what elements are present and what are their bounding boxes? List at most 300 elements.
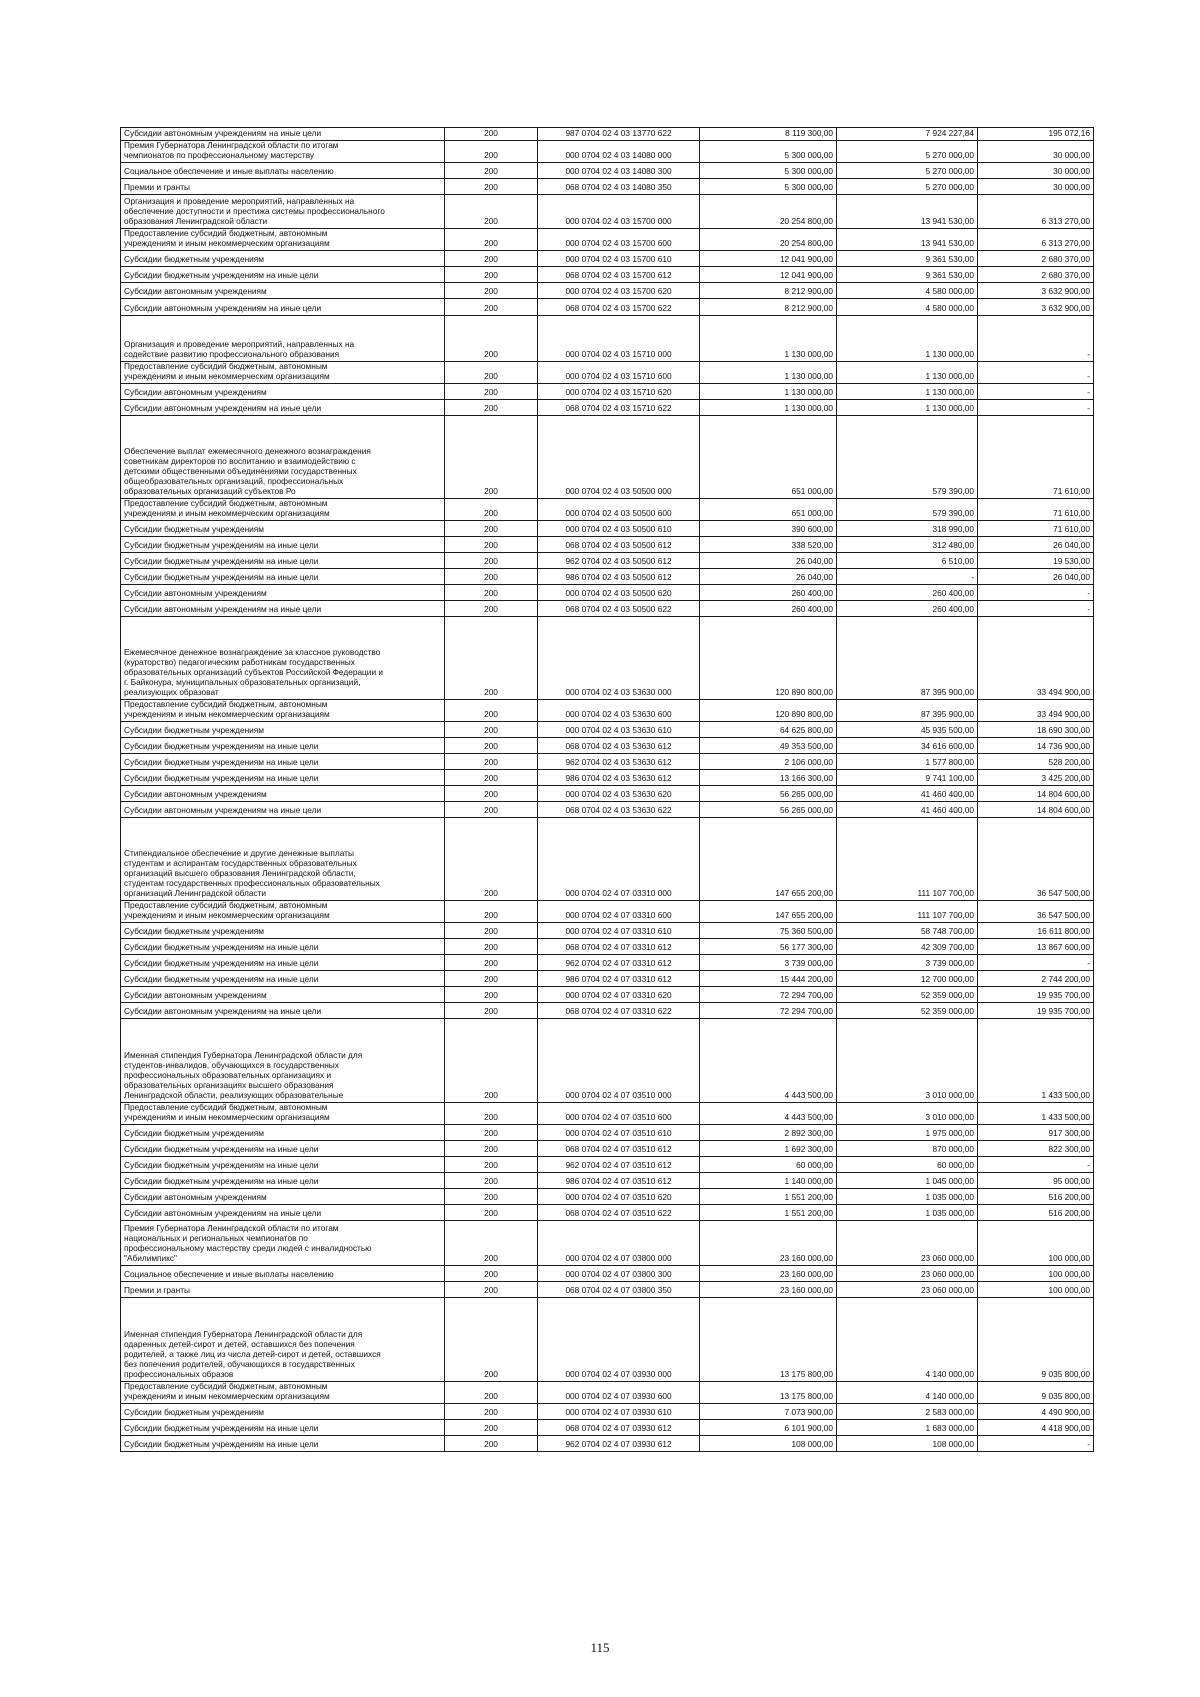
row-approved-amount: 3 739 000,00	[700, 955, 837, 971]
row-status-code: 200	[445, 195, 538, 229]
row-remaining-amount: 516 200,00	[978, 1205, 1094, 1221]
row-approved-amount: 147 655 200,00	[700, 818, 837, 901]
row-executed-amount: 41 460 400,00	[837, 786, 978, 802]
row-executed-amount: 4 580 000,00	[837, 299, 978, 316]
row-classification-code: 000 0704 02 4 07 03800 000	[538, 1221, 700, 1266]
row-status-code: 200	[445, 770, 538, 786]
row-executed-amount: 3 739 000,00	[837, 955, 978, 971]
table-row	[121, 1282, 1094, 1298]
row-executed-amount: 1 045 000,00	[837, 1173, 978, 1189]
row-name: Субсидии бюджетным учреждениям на иные цели	[121, 537, 445, 553]
row-remaining-amount: 3 632 900,00	[978, 283, 1094, 299]
row-approved-amount: 4 443 500,00	[700, 1019, 837, 1103]
row-status-code: 200	[445, 1103, 538, 1125]
row-classification-code: 000 0704 02 4 03 50500 600	[538, 499, 700, 521]
page-number: 115	[590, 1640, 610, 1655]
row-status-code: 200	[445, 553, 538, 569]
row-remaining-amount: -	[978, 955, 1094, 971]
row-executed-amount: 45 935 500,00	[837, 722, 978, 738]
row-name: Предоставление субсидий бюджетным, автономным учреждениям и иным некоммерческим организациям	[121, 499, 445, 521]
row-approved-amount: 147 655 200,00	[700, 901, 837, 923]
row-status-code: 200	[445, 400, 538, 416]
table-row	[121, 141, 1094, 163]
table-row	[121, 987, 1094, 1003]
row-executed-amount: 4 140 000,00	[837, 1382, 978, 1404]
row-approved-amount: 56 265 000,00	[700, 786, 837, 802]
row-status-code: 200	[445, 299, 538, 316]
row-classification-code: 000 0704 02 4 07 03510 000	[538, 1019, 700, 1103]
row-status-code: 200	[445, 754, 538, 770]
row-classification-code: 000 0704 02 4 07 03310 000	[538, 818, 700, 901]
row-remaining-amount: -	[978, 316, 1094, 362]
table-row	[121, 700, 1094, 722]
row-status-code: 200	[445, 1266, 538, 1282]
row-name: Субсидии автономным учреждениям на иные цели	[121, 299, 445, 316]
row-remaining-amount: -	[978, 362, 1094, 384]
row-name: Субсидии бюджетным учреждениям	[121, 1125, 445, 1141]
row-executed-amount: 52 359 000,00	[837, 1003, 978, 1019]
table-row	[121, 585, 1094, 601]
row-executed-amount: 3 010 000,00	[837, 1103, 978, 1125]
row-remaining-amount: 13 867 600,00	[978, 939, 1094, 955]
table-row	[121, 400, 1094, 416]
row-remaining-amount: 3 425 200,00	[978, 770, 1094, 786]
row-executed-amount: 1 683 000,00	[837, 1420, 978, 1436]
row-approved-amount: 23 160 000,00	[700, 1221, 837, 1266]
row-name: Субсидии бюджетным учреждениям на иные цели	[121, 955, 445, 971]
row-executed-amount: 870 000,00	[837, 1141, 978, 1157]
row-executed-amount: 4 140 000,00	[837, 1298, 978, 1382]
row-executed-amount: 52 359 000,00	[837, 987, 978, 1003]
row-name: Субсидии бюджетным учреждениям на иные цели	[121, 939, 445, 955]
row-classification-code: 068 0704 02 4 03 53630 612	[538, 738, 700, 754]
row-status-code: 200	[445, 128, 538, 141]
row-approved-amount: 1 130 000,00	[700, 384, 837, 400]
row-status-code: 200	[445, 362, 538, 384]
row-remaining-amount: 9 035 800,00	[978, 1382, 1094, 1404]
row-executed-amount: 4 580 000,00	[837, 283, 978, 299]
row-approved-amount: 20 254 800,00	[700, 195, 837, 229]
row-status-code: 200	[445, 987, 538, 1003]
row-status-code: 200	[445, 601, 538, 617]
row-classification-code: 068 0704 02 4 03 15700 612	[538, 267, 700, 283]
table-row	[121, 1205, 1094, 1221]
row-status-code: 200	[445, 1436, 538, 1452]
row-name: Субсидии бюджетным учреждениям на иные цели	[121, 1173, 445, 1189]
row-name: Субсидии бюджетным учреждениям на иные цели	[121, 1420, 445, 1436]
row-remaining-amount: 528 200,00	[978, 754, 1094, 770]
row-approved-amount: 26 040,00	[700, 569, 837, 585]
row-remaining-amount: 1 433 500,00	[978, 1103, 1094, 1125]
row-status-code: 200	[445, 316, 538, 362]
table-row	[121, 1266, 1094, 1282]
row-approved-amount: 23 160 000,00	[700, 1282, 837, 1298]
row-name: Организация и проведение мероприятий, направленных на обеспечение доступности и престижа системы профессионального образования Ленинградской области	[121, 195, 445, 229]
row-approved-amount: 260 400,00	[700, 585, 837, 601]
row-classification-code: 000 0704 02 4 03 53630 620	[538, 786, 700, 802]
row-status-code: 200	[445, 416, 538, 499]
table-row	[121, 1221, 1094, 1266]
row-name: Субсидии автономным учреждениям на иные цели	[121, 400, 445, 416]
row-name: Предоставление субсидий бюджетным, автономным учреждениям и иным некоммерческим организациям	[121, 700, 445, 722]
row-executed-amount: 260 400,00	[837, 585, 978, 601]
row-remaining-amount: 36 547 500,00	[978, 818, 1094, 901]
row-classification-code: 000 0704 02 4 07 03930 600	[538, 1382, 700, 1404]
row-status-code: 200	[445, 939, 538, 955]
row-name: Предоставление субсидий бюджетным, автономным учреждениям и иным некоммерческим организациям	[121, 362, 445, 384]
row-name: Субсидии бюджетным учреждениям на иные цели	[121, 267, 445, 283]
row-executed-amount: 7 924 227,84	[837, 128, 978, 141]
row-classification-code: 068 0704 02 4 07 03930 612	[538, 1420, 700, 1436]
row-remaining-amount: 26 040,00	[978, 537, 1094, 553]
table-row	[121, 179, 1094, 195]
table-row	[121, 1125, 1094, 1141]
row-remaining-amount: 4 418 900,00	[978, 1420, 1094, 1436]
row-classification-code: 962 0704 02 4 03 53630 612	[538, 754, 700, 770]
row-remaining-amount: -	[978, 601, 1094, 617]
row-remaining-amount: 14 804 600,00	[978, 802, 1094, 818]
row-approved-amount: 2 892 300,00	[700, 1125, 837, 1141]
row-status-code: 200	[445, 1221, 538, 1266]
row-name: Субсидии бюджетным учреждениям на иные цели	[121, 1141, 445, 1157]
table-row	[121, 267, 1094, 283]
table-row	[121, 1003, 1094, 1019]
row-status-code: 200	[445, 267, 538, 283]
row-remaining-amount: 30 000,00	[978, 179, 1094, 195]
table-row	[121, 299, 1094, 316]
row-name: Субсидии автономным учреждениям на иные цели	[121, 1205, 445, 1221]
row-remaining-amount: 19 530,00	[978, 553, 1094, 569]
row-approved-amount: 2 106 000,00	[700, 754, 837, 770]
table-row	[121, 384, 1094, 400]
row-status-code: 200	[445, 722, 538, 738]
row-status-code: 200	[445, 521, 538, 537]
table-row	[121, 499, 1094, 521]
row-classification-code: 986 0704 02 4 07 03310 612	[538, 971, 700, 987]
row-status-code: 200	[445, 283, 538, 299]
row-status-code: 200	[445, 1420, 538, 1436]
row-name: Субсидии бюджетным учреждениям на иные цели	[121, 754, 445, 770]
row-approved-amount: 5 300 000,00	[700, 163, 837, 179]
row-approved-amount: 64 625 800,00	[700, 722, 837, 738]
row-name: Премия Губернатора Ленинградской области по итогам чемпионатов по профессиональному мастерству	[121, 141, 445, 163]
row-classification-code: 962 0704 02 4 07 03930 612	[538, 1436, 700, 1452]
row-executed-amount: 60 000,00	[837, 1157, 978, 1173]
row-approved-amount: 8 119 300,00	[700, 128, 837, 141]
table-row	[121, 818, 1094, 901]
row-classification-code: 000 0704 02 4 03 53630 600	[538, 700, 700, 722]
row-status-code: 200	[445, 1141, 538, 1157]
row-name: Субсидии автономным учреждениям	[121, 384, 445, 400]
table-row	[121, 537, 1094, 553]
row-status-code: 200	[445, 1282, 538, 1298]
table-row	[121, 1103, 1094, 1125]
row-remaining-amount: 18 690 300,00	[978, 722, 1094, 738]
row-remaining-amount: 100 000,00	[978, 1266, 1094, 1282]
row-classification-code: 000 0704 02 4 03 15710 620	[538, 384, 700, 400]
row-status-code: 200	[445, 802, 538, 818]
row-approved-amount: 72 294 700,00	[700, 1003, 837, 1019]
row-approved-amount: 651 000,00	[700, 499, 837, 521]
row-executed-amount: 1 975 000,00	[837, 1125, 978, 1141]
row-remaining-amount: 19 935 700,00	[978, 987, 1094, 1003]
row-approved-amount: 12 041 900,00	[700, 267, 837, 283]
row-executed-amount: 87 395 900,00	[837, 700, 978, 722]
row-approved-amount: 13 175 800,00	[700, 1298, 837, 1382]
row-approved-amount: 5 300 000,00	[700, 179, 837, 195]
row-remaining-amount: 19 935 700,00	[978, 1003, 1094, 1019]
table-row	[121, 569, 1094, 585]
row-approved-amount: 1 140 000,00	[700, 1173, 837, 1189]
row-status-code: 200	[445, 818, 538, 901]
row-approved-amount: 12 041 900,00	[700, 251, 837, 267]
row-remaining-amount: 6 313 270,00	[978, 195, 1094, 229]
row-name: Именная стипендия Губернатора Ленинградской области для одаренных детей-сирот и детей, оставшихся без попечения родителей, а также лиц из числа детей-сирот и детей, оставшихся без попечения родителей, обучающихся в государственных профессиональных образов	[121, 1298, 445, 1382]
row-executed-amount: 5 270 000,00	[837, 141, 978, 163]
row-executed-amount: 23 060 000,00	[837, 1282, 978, 1298]
table-row	[121, 955, 1094, 971]
row-status-code: 200	[445, 1205, 538, 1221]
table-row	[121, 901, 1094, 923]
table-row	[121, 770, 1094, 786]
row-executed-amount: -	[837, 569, 978, 585]
table-row	[121, 1189, 1094, 1205]
row-executed-amount: 58 748 700,00	[837, 923, 978, 939]
row-remaining-amount: 9 035 800,00	[978, 1298, 1094, 1382]
row-name: Субсидии бюджетным учреждениям на иные цели	[121, 569, 445, 585]
row-executed-amount: 1 130 000,00	[837, 316, 978, 362]
row-executed-amount: 13 941 530,00	[837, 229, 978, 251]
table-row	[121, 316, 1094, 362]
table-row	[121, 1382, 1094, 1404]
row-remaining-amount: 3 632 900,00	[978, 299, 1094, 316]
row-status-code: 200	[445, 537, 538, 553]
row-approved-amount: 20 254 800,00	[700, 229, 837, 251]
row-executed-amount: 9 361 530,00	[837, 251, 978, 267]
row-classification-code: 000 0704 02 4 03 50500 610	[538, 521, 700, 537]
row-status-code: 200	[445, 1003, 538, 1019]
row-approved-amount: 23 160 000,00	[700, 1266, 837, 1282]
row-classification-code: 986 0704 02 4 03 53630 612	[538, 770, 700, 786]
row-name: Субсидии автономным учреждениям	[121, 786, 445, 802]
row-remaining-amount: 30 000,00	[978, 141, 1094, 163]
row-name: Субсидии автономным учреждениям	[121, 1189, 445, 1205]
row-executed-amount: 111 107 700,00	[837, 818, 978, 901]
row-name: Субсидии автономным учреждениям	[121, 987, 445, 1003]
row-remaining-amount: 195 072,16	[978, 128, 1094, 141]
row-executed-amount: 2 583 000,00	[837, 1404, 978, 1420]
row-executed-amount: 1 035 000,00	[837, 1189, 978, 1205]
row-remaining-amount: 1 433 500,00	[978, 1019, 1094, 1103]
row-name: Субсидии бюджетным учреждениям на иные цели	[121, 738, 445, 754]
row-approved-amount: 1 130 000,00	[700, 400, 837, 416]
row-executed-amount: 1 035 000,00	[837, 1205, 978, 1221]
row-remaining-amount: -	[978, 384, 1094, 400]
row-remaining-amount: -	[978, 400, 1094, 416]
row-classification-code: 068 0704 02 4 07 03510 622	[538, 1205, 700, 1221]
row-classification-code: 068 0704 02 4 03 15710 622	[538, 400, 700, 416]
row-approved-amount: 26 040,00	[700, 553, 837, 569]
row-executed-amount: 1 577 800,00	[837, 754, 978, 770]
row-status-code: 200	[445, 923, 538, 939]
row-executed-amount: 260 400,00	[837, 601, 978, 617]
table-row	[121, 1436, 1094, 1452]
row-status-code: 200	[445, 1298, 538, 1382]
row-remaining-amount: 36 547 500,00	[978, 901, 1094, 923]
row-executed-amount: 9 741 100,00	[837, 770, 978, 786]
row-classification-code: 068 0704 02 4 03 15700 622	[538, 299, 700, 316]
row-classification-code: 000 0704 02 4 03 50500 620	[538, 585, 700, 601]
row-remaining-amount: 822 300,00	[978, 1141, 1094, 1157]
table-row	[121, 1298, 1094, 1382]
table-row	[121, 128, 1094, 141]
row-approved-amount: 72 294 700,00	[700, 987, 837, 1003]
budget-table	[120, 127, 1094, 1452]
row-classification-code: 068 0704 02 4 03 14080 350	[538, 179, 700, 195]
row-remaining-amount: 71 610,00	[978, 499, 1094, 521]
row-status-code: 200	[445, 955, 538, 971]
row-name: Субсидии бюджетным учреждениям на иные цели	[121, 971, 445, 987]
table-row	[121, 971, 1094, 987]
row-classification-code: 000 0704 02 4 07 03800 300	[538, 1266, 700, 1282]
row-remaining-amount: 71 610,00	[978, 521, 1094, 537]
row-status-code: 200	[445, 1173, 538, 1189]
row-remaining-amount: 14 804 600,00	[978, 786, 1094, 802]
row-name: Стипендиальное обеспечение и другие денежные выплаты студентам и аспирантам государственных образовательных организаций высшего образования Ленинградской области, студентам государственных профессиональных образовательных организаций Ленинградской области	[121, 818, 445, 901]
row-executed-amount: 579 390,00	[837, 499, 978, 521]
table-body	[121, 128, 1094, 1452]
row-classification-code: 000 0704 02 4 07 03310 600	[538, 901, 700, 923]
row-name: Социальное обеспечение и иные выплаты населению	[121, 163, 445, 179]
row-remaining-amount: 33 494 900,00	[978, 617, 1094, 700]
row-approved-amount: 60 000,00	[700, 1157, 837, 1173]
row-approved-amount: 56 177 300,00	[700, 939, 837, 955]
row-approved-amount: 390 600,00	[700, 521, 837, 537]
row-approved-amount: 13 166 300,00	[700, 770, 837, 786]
row-approved-amount: 120 890 800,00	[700, 700, 837, 722]
row-remaining-amount: 4 490 900,00	[978, 1404, 1094, 1420]
row-status-code: 200	[445, 569, 538, 585]
row-approved-amount: 49 353 500,00	[700, 738, 837, 754]
row-name: Предоставление субсидий бюджетным, автономным учреждениям и иным некоммерческим организациям	[121, 901, 445, 923]
table-row	[121, 195, 1094, 229]
row-name: Премии и гранты	[121, 1282, 445, 1298]
table-row	[121, 1420, 1094, 1436]
row-remaining-amount: 14 736 900,00	[978, 738, 1094, 754]
table-row	[121, 553, 1094, 569]
row-remaining-amount: 33 494 900,00	[978, 700, 1094, 722]
row-classification-code: 962 0704 02 4 07 03510 612	[538, 1157, 700, 1173]
row-name: Предоставление субсидий бюджетным, автономным учреждениям и иным некоммерческим организациям	[121, 1103, 445, 1125]
row-remaining-amount: 30 000,00	[978, 163, 1094, 179]
row-classification-code: 986 0704 02 4 03 50500 612	[538, 569, 700, 585]
row-name: Премии и гранты	[121, 179, 445, 195]
row-executed-amount: 318 990,00	[837, 521, 978, 537]
row-executed-amount: 1 130 000,00	[837, 362, 978, 384]
row-classification-code: 000 0704 02 4 07 03510 610	[538, 1125, 700, 1141]
table-row	[121, 617, 1094, 700]
row-approved-amount: 8 212 900,00	[700, 299, 837, 316]
row-executed-amount: 13 941 530,00	[837, 195, 978, 229]
row-classification-code: 068 0704 02 4 07 03800 350	[538, 1282, 700, 1298]
row-executed-amount: 1 130 000,00	[837, 384, 978, 400]
row-classification-code: 068 0704 02 4 07 03510 612	[538, 1141, 700, 1157]
row-name: Предоставление субсидий бюджетным, автономным учреждениям и иным некоммерческим организациям	[121, 229, 445, 251]
table-row	[121, 416, 1094, 499]
row-name: Субсидии бюджетным учреждениям на иные цели	[121, 553, 445, 569]
row-remaining-amount: -	[978, 585, 1094, 601]
row-classification-code: 000 0704 02 4 03 15700 610	[538, 251, 700, 267]
row-status-code: 200	[445, 141, 538, 163]
row-classification-code: 068 0704 02 4 03 50500 612	[538, 537, 700, 553]
row-executed-amount: 34 616 600,00	[837, 738, 978, 754]
row-name: Социальное обеспечение и иные выплаты населению	[121, 1266, 445, 1282]
row-classification-code: 000 0704 02 4 03 50500 000	[538, 416, 700, 499]
table-row	[121, 283, 1094, 299]
row-name: Субсидии бюджетным учреждениям на иные цели	[121, 770, 445, 786]
table-row	[121, 923, 1094, 939]
row-classification-code: 962 0704 02 4 07 03310 612	[538, 955, 700, 971]
row-name: Субсидии бюджетным учреждениям	[121, 1404, 445, 1420]
table-row	[121, 1173, 1094, 1189]
row-remaining-amount: -	[978, 1157, 1094, 1173]
row-status-code: 200	[445, 163, 538, 179]
row-executed-amount: 1 130 000,00	[837, 400, 978, 416]
row-remaining-amount: 100 000,00	[978, 1221, 1094, 1266]
table-row	[121, 738, 1094, 754]
row-name: Предоставление субсидий бюджетным, автономным учреждениям и иным некоммерческим организациям	[121, 1382, 445, 1404]
row-classification-code: 000 0704 02 4 03 14080 300	[538, 163, 700, 179]
row-status-code: 200	[445, 179, 538, 195]
row-status-code: 200	[445, 1157, 538, 1173]
row-name: Субсидии автономным учреждениям на иные цели	[121, 128, 445, 141]
row-name: Субсидии бюджетным учреждениям	[121, 722, 445, 738]
row-classification-code: 068 0704 02 4 03 50500 622	[538, 601, 700, 617]
row-executed-amount: 5 270 000,00	[837, 179, 978, 195]
table-row	[121, 601, 1094, 617]
table-row	[121, 163, 1094, 179]
row-classification-code: 000 0704 02 4 07 03310 610	[538, 923, 700, 939]
row-name: Субсидии бюджетным учреждениям	[121, 923, 445, 939]
row-approved-amount: 651 000,00	[700, 416, 837, 499]
row-executed-amount: 41 460 400,00	[837, 802, 978, 818]
row-executed-amount: 9 361 530,00	[837, 267, 978, 283]
table-row	[121, 1157, 1094, 1173]
row-approved-amount: 56 265 000,00	[700, 802, 837, 818]
table-row	[121, 939, 1094, 955]
row-remaining-amount: 917 300,00	[978, 1125, 1094, 1141]
row-approved-amount: 8 212 900,00	[700, 283, 837, 299]
row-status-code: 200	[445, 971, 538, 987]
row-name: Организация и проведение мероприятий, направленных на содействие развитию профессионального образования	[121, 316, 445, 362]
row-approved-amount: 4 443 500,00	[700, 1103, 837, 1125]
row-name: Субсидии бюджетным учреждениям на иные цели	[121, 1436, 445, 1452]
row-approved-amount: 108 000,00	[700, 1436, 837, 1452]
row-status-code: 200	[445, 384, 538, 400]
row-remaining-amount: -	[978, 1436, 1094, 1452]
row-name: Субсидии бюджетным учреждениям на иные цели	[121, 1157, 445, 1173]
row-classification-code: 986 0704 02 4 07 03510 612	[538, 1173, 700, 1189]
table-row	[121, 1141, 1094, 1157]
table-row	[121, 251, 1094, 267]
row-name: Субсидии автономным учреждениям на иные цели	[121, 802, 445, 818]
table-row	[121, 786, 1094, 802]
row-status-code: 200	[445, 617, 538, 700]
row-approved-amount: 1 551 200,00	[700, 1189, 837, 1205]
table-row	[121, 802, 1094, 818]
row-executed-amount: 312 480,00	[837, 537, 978, 553]
row-status-code: 200	[445, 1189, 538, 1205]
